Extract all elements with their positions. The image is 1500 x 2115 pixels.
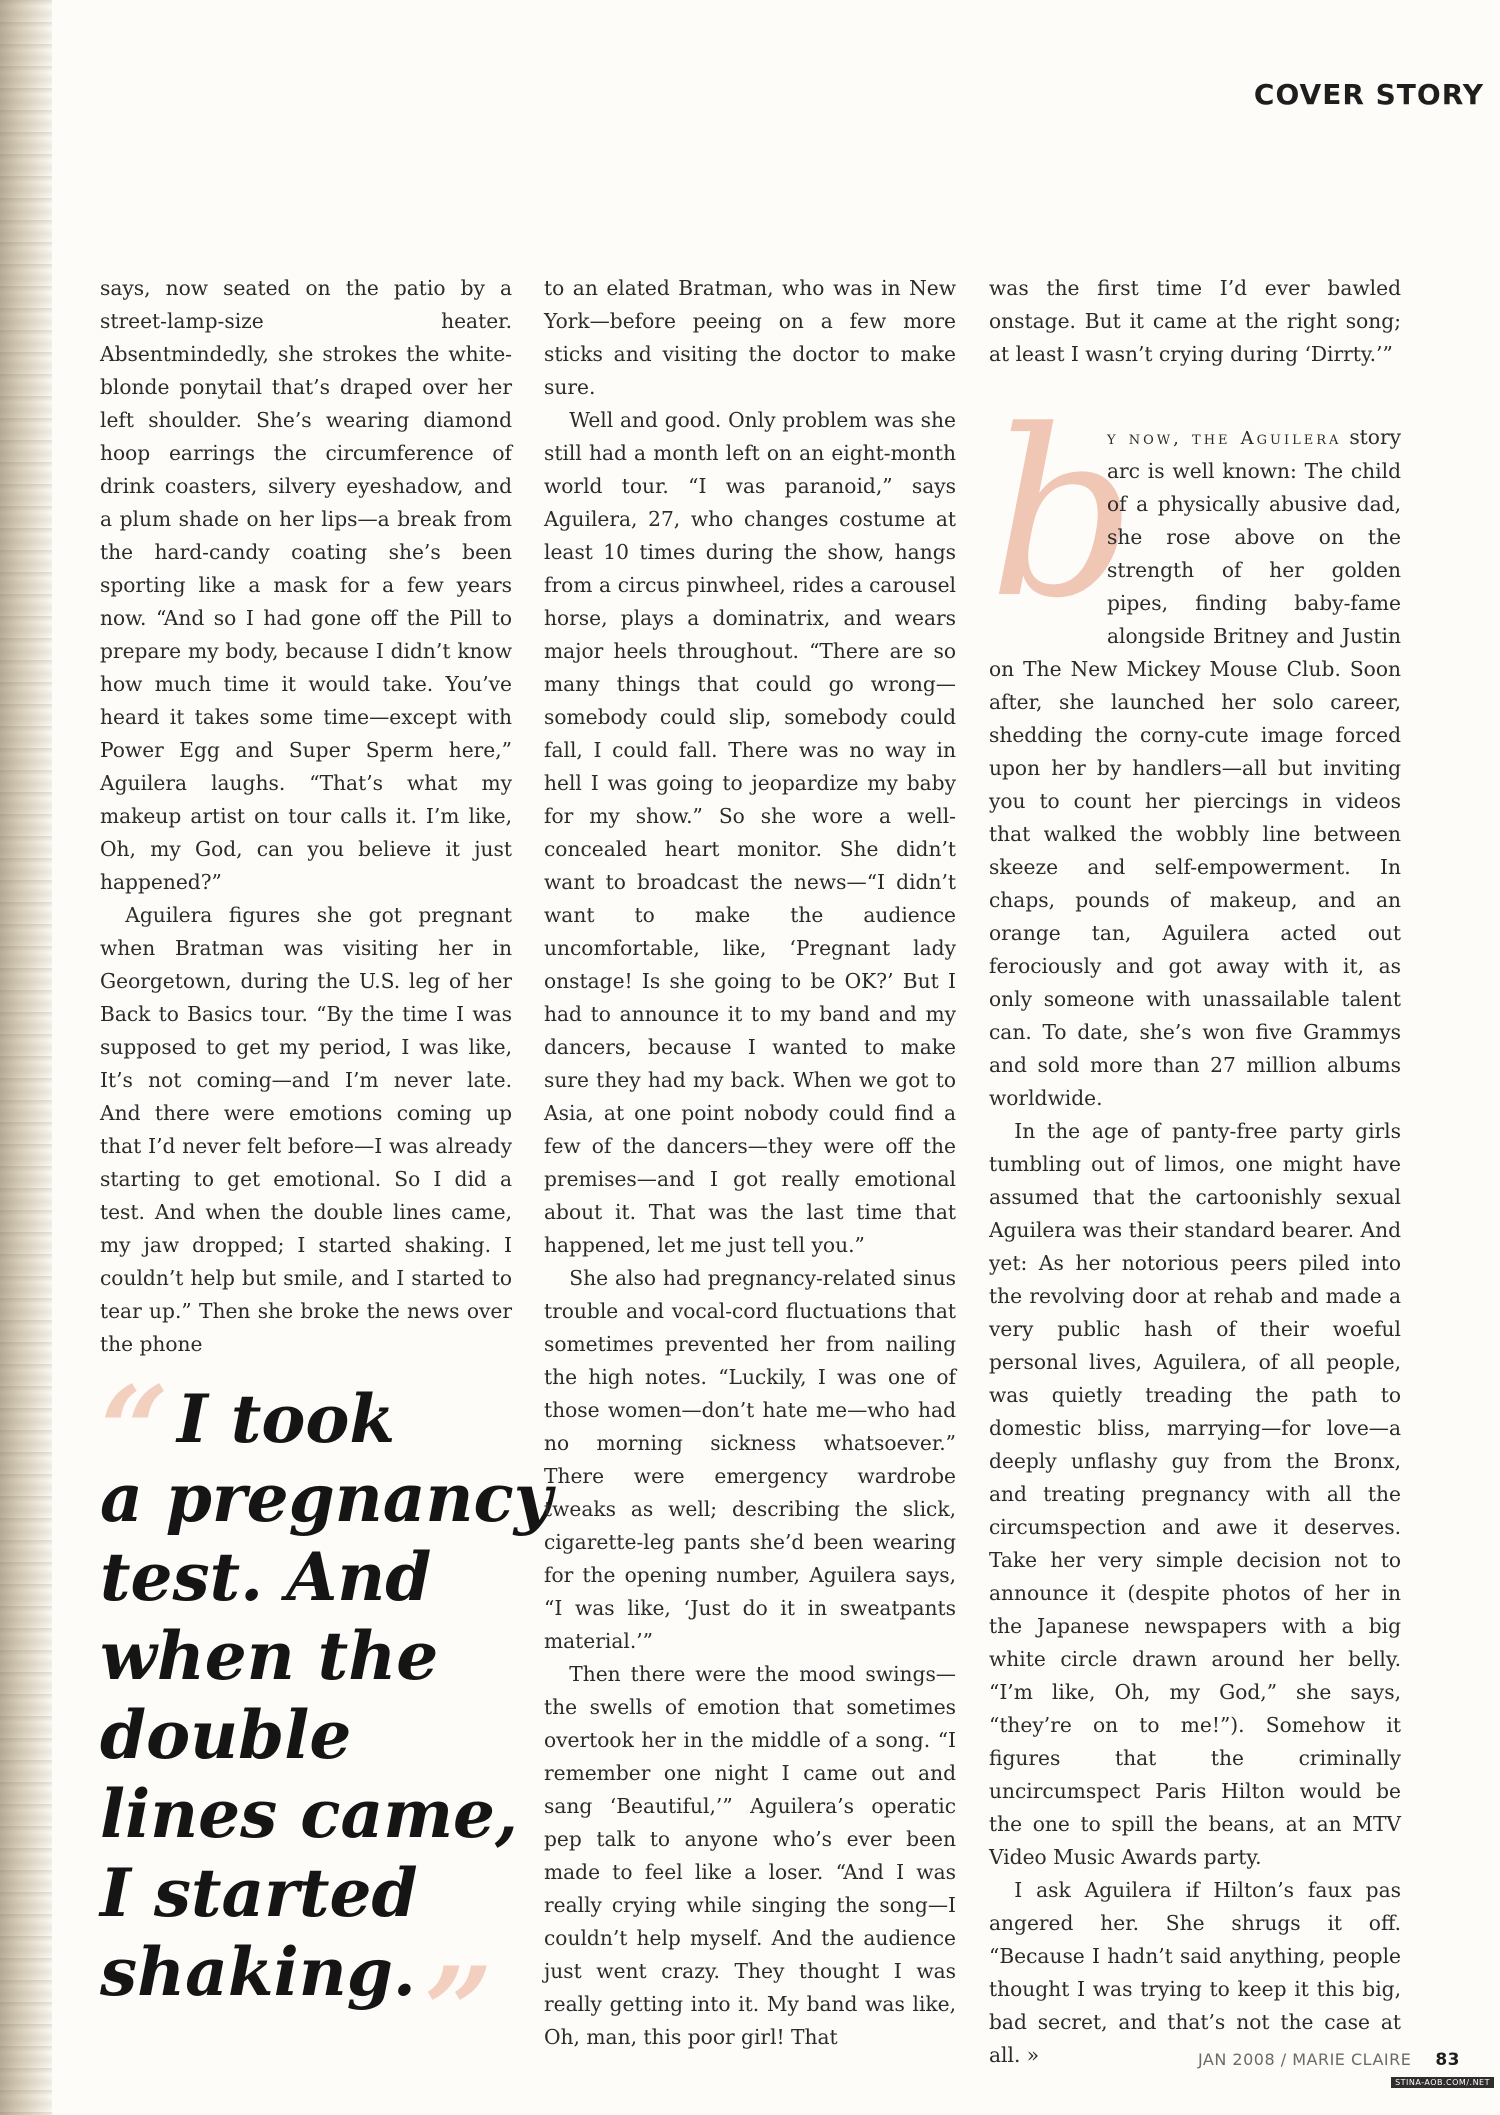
pull-quote bbox=[100, 1360, 553, 2082]
paper-edge bbox=[0, 0, 52, 2115]
pull-quote-line: “ I took bbox=[100, 1360, 396, 1501]
section-label: COVER STORY bbox=[1253, 78, 1484, 111]
pull-quote-line: when the bbox=[100, 1617, 439, 1695]
paragraph: says, now seated on the patio by a street-lamp-size heater. Absentmindedly, she strokes the white-blonde ponytail that’s draped over her left shoulder. She’s wearing diamond hoop earrings the circumference of drink coasters, silvery eyeshadow, and a plum shade on her lips—a break from the hard-candy coating she’s been sporting like a mask for a few years now. “And so I had gone off the Pill to prepare my body, because I didn’t know how much time it would take. You’ve heard it takes some time—except with Power Egg and Super Sperm here,” Aguilera laughs. “That’s what my makeup artist on tour calls it. I’m like, Oh, my God, can you believe it just happened?” bbox=[100, 276, 512, 894]
pull-quote-line: test. And bbox=[100, 1538, 432, 1616]
paragraph: to an elated Bratman, who was in New York—before peeing on a few more sticks and visiting the doctor to make sure. bbox=[544, 276, 956, 399]
article-column-1 bbox=[100, 272, 512, 1361]
section-opening bbox=[989, 382, 1401, 1115]
article-column-3 bbox=[989, 272, 1401, 2072]
article-column-2 bbox=[544, 272, 956, 2054]
paragraph: Aguilera figures she got pregnant when Bratman was visiting her in Georgetown, during the U.S. leg of her Back to Basics tour. “By the time I was supposed to get my period, I was like, It’s not coming—and I’m never late. And there were emotions coming up that I’d never felt before—I was already starting to get emotional. So I did a test. And when the double lines came, my jaw dropped; I started shaking. I couldn’t help but smile, and I started to tear up.” Then she broke the news over the phone bbox=[100, 903, 512, 1356]
paragraph: was the first time I’d ever bawled onstage. But it came at the right song; at least I wasn’t crying during ‘Dirrty.’” bbox=[989, 276, 1401, 366]
pull-quote-line: I started bbox=[100, 1854, 418, 1932]
open-quote-mark: “ bbox=[100, 1360, 170, 1501]
paragraph: y now, the Aguilera story arc is well known: The child of a physically abusive dad, she rose above on the strength of her golden pipes, finding baby-fame alongside Britney and Justin on The New Mickey Mouse Club. Soon after, she launched her solo career, shedding the corny-cute image forced upon her by handlers—all but inviting you to count her piercings in videos that walked the wobbly line between skeeze and self-empowerment. In chaps, pounds of makeup, and an orange tan, Aguilera acted out ferociously and got away with it, as only someone with unassailable talent can. To date, she’s won five Grammys and sold more than 27 million albums worldwide. bbox=[989, 425, 1401, 1110]
paragraph: In the age of panty-free party girls tumbling out of limos, one might have assumed that the cartoonishly sexual Aguilera was their standard bearer. And yet: As her notorious peers piled into the revolving door at rehab and made a very public hash of their woeful personal lives, Aguilera, of all people, was quietly treading the path to domestic bliss, marrying—for love—a deeply unflashy guy from the Bronx, and treating pregnancy with all the circumspection and awe it deserves. Take her very simple decision not to announce it (despite photos of her in the Japanese newspapers with a big white circle drawn around her belly. “I’m like, Oh, my God,” she says, “they’re on to me!”). Somehow it figures that the criminally uncircumspect Paris Hilton would be the one to spill the beans, at an MTV Video Music Awards party. bbox=[989, 1119, 1401, 1869]
drop-cap: b bbox=[989, 382, 1137, 649]
lead-in: y now, the Aguilera bbox=[1107, 428, 1342, 449]
page-number: 83 bbox=[1435, 2050, 1460, 2070]
close-quote-mark: ” bbox=[423, 1941, 493, 2082]
pull-quote-line: shaking.” bbox=[100, 1933, 493, 2082]
pull-quote-line: double bbox=[100, 1696, 352, 1774]
paragraph: Well and good. Only problem was she still had a month left on an eight-month world tour. “I was paranoid,” says Aguilera, 27, who changes costume at least 10 times during the show, hangs from a circus pinwheel, rides a carousel horse, plays a dominatrix, and wears major heels throughout. “There are so many things that could go wrong—somebody could slip, somebody could fall, I could fall. There was no way in hell I was going to jeopardize my baby for my show.” So she wore a well-concealed heart monitor. She didn’t want to broadcast the news—“I didn’t want to make the audience uncomfortable, like, ‘Pregnant lady onstage! Is she going to be OK?’ But I had to announce it to my band and my dancers, because I wanted to make sure they had my back. When we got to Asia, at one point nobody could find a few of the dancers—they were off the premises—and I got really emotional about it. That was the last time that happened, let me just tell you.” bbox=[544, 408, 956, 1257]
pull-quote-line: lines came, bbox=[100, 1775, 519, 1853]
watermark: STINA-AOB.COM/.NET bbox=[1391, 2077, 1494, 2088]
paragraph: I ask Aguilera if Hilton’s faux pas angered her. She shrugs it off. “Because I hadn’t said anything, people thought I was trying to keep it this big, bad secret, and that’s not the case at all. » bbox=[989, 1878, 1401, 2067]
pull-quote-line: a pregnancy bbox=[100, 1459, 553, 1537]
paragraph: She also had pregnancy-related sinus trouble and vocal-cord fluctuations that sometimes prevented her from nailing the high notes. “Luckily, I was one of those women—don’t hate me—who had no morning sickness whatsoever.” There were emergency wardrobe tweaks as well; describing the slick, cigarette-leg pants she’d been wearing for the opening number, Aguilera says, “I was like, ‘Just do it in sweatpants material.’” bbox=[544, 1266, 956, 1653]
page-footer bbox=[1198, 2050, 1460, 2070]
issue-label: JAN 2008 / MARIE CLAIRE bbox=[1197, 2050, 1412, 2069]
paragraph: Then there were the mood swings—the swells of emotion that sometimes overtook her in the middle of a song. “I remember one night I came out and sang ‘Beautiful,’” Aguilera’s operatic pep talk to anyone who’s ever been made to feel like a loser. “And I was really crying while singing the song—I couldn’t help myself. And the audience just went crazy. They thought I was really getting into it. My band was like, Oh, man, this poor girl! That bbox=[544, 1662, 956, 2049]
